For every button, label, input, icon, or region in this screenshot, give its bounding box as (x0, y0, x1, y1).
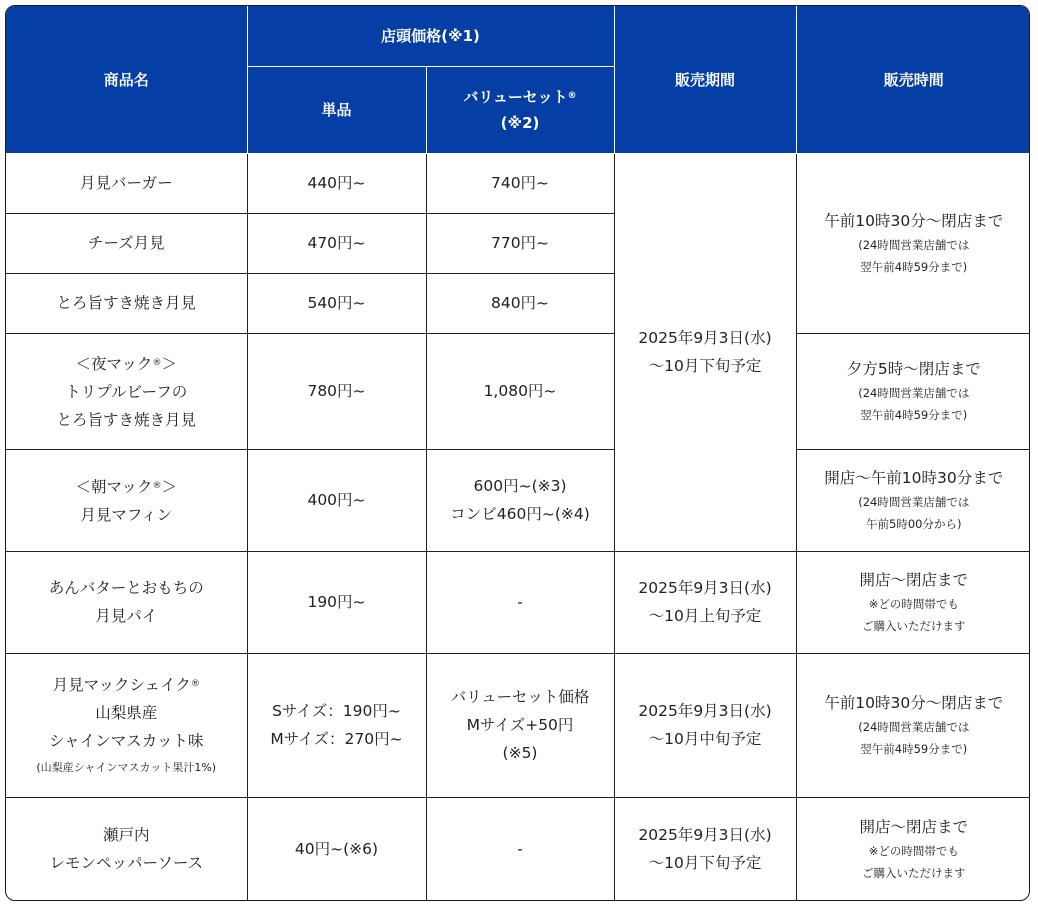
name-line: ＜夜マック (75, 354, 153, 373)
set-price: - (426, 551, 614, 653)
set-line: コンビ460円~(※4) (450, 505, 590, 523)
name-line: 瀬戸内 (102, 825, 150, 844)
price-line: Sサイズ：190円~ (272, 702, 401, 720)
time-note: 翌午前4時59分まで) (860, 408, 968, 422)
product-name (6, 449, 247, 551)
table-row (6, 551, 1030, 653)
single-price: 540円~ (247, 273, 426, 333)
single-price: 190円~ (247, 551, 426, 653)
sales-time (796, 653, 1030, 797)
product-name: 月見バーガー (6, 153, 247, 213)
product-name: とろ旨すき焼き月見 (6, 273, 247, 333)
price-table (6, 6, 1030, 900)
time-note: (24時間営業店舗では (858, 238, 970, 252)
name-line: 月見マフィン (80, 505, 173, 524)
sales-period (614, 653, 796, 797)
period-end: 〜10月下旬予定 (648, 853, 762, 872)
value-set-label: バリューセット (463, 88, 568, 106)
period-end: 〜10月中旬予定 (648, 730, 762, 748)
time-note: ご購入いただけます (862, 865, 966, 880)
sales-time (796, 449, 1030, 551)
period-end: 〜10月下旬予定 (648, 357, 762, 375)
time-main: 午前10時30分〜閉店まで (824, 694, 1004, 712)
price-table-container (5, 5, 1030, 901)
table-row (6, 653, 1030, 797)
name-line: トリプルビーフの (65, 382, 188, 401)
sales-period (614, 153, 796, 551)
time-main: 開店〜閉店まで (859, 571, 969, 589)
name-line: ＞ (161, 477, 177, 496)
registered-mark: ® (152, 480, 162, 491)
sales-time (796, 153, 1030, 333)
sales-time (796, 333, 1030, 449)
registered-mark: ® (152, 357, 162, 368)
sales-period (614, 797, 796, 900)
single-price: 780円~ (247, 333, 426, 449)
period-date: 2025年9月3日(水) (638, 825, 772, 844)
set-price (426, 653, 614, 797)
name-line: ＞ (161, 354, 177, 373)
time-note: (24時間営業店舗では (858, 720, 970, 734)
price-line: Mサイズ：270円~ (270, 730, 403, 748)
single-price: 400円~ (247, 449, 426, 551)
set-price: 770円~ (426, 213, 614, 273)
table-row (6, 333, 1030, 449)
value-set-note: (※2) (500, 114, 540, 132)
product-name (6, 551, 247, 653)
time-note: (24時間営業店舗では (858, 495, 970, 509)
time-note: ご購入いただけます (862, 619, 966, 633)
single-price: 470円~ (247, 213, 426, 273)
single-price (247, 653, 426, 797)
set-line: 600円~(※3) (473, 477, 567, 495)
header-sales-time: 販売時間 (796, 6, 1030, 153)
single-price: 440円~ (247, 153, 426, 213)
time-main: 開店〜午前10時30分まで (824, 469, 1004, 487)
header-store-price: 店頭価格(※1) (247, 6, 614, 66)
product-name (6, 797, 247, 900)
set-price: - (426, 797, 614, 900)
product-name (6, 653, 247, 797)
name-note: (山梨産シャインマスカット果汁1%) (36, 760, 217, 774)
name-line: レモンペッパーソース (49, 853, 204, 872)
name-line: ＜朝マック (75, 477, 153, 496)
period-date: 2025年9月3日(水) (638, 579, 772, 597)
header-product-name: 商品名 (6, 6, 247, 153)
table-row (6, 449, 1030, 551)
time-note: 翌午前4時59分まで) (860, 260, 968, 274)
set-price (426, 449, 614, 551)
time-note: ※どの時間帯でも (868, 597, 959, 611)
time-main: 夕方5時〜閉店まで (846, 360, 981, 378)
time-main: 午前10時30分〜閉店まで (824, 212, 1004, 230)
set-price: 740円~ (426, 153, 614, 213)
set-line: (※5) (502, 744, 538, 762)
name-line: 山梨県産 (95, 703, 158, 722)
product-name: チーズ月見 (6, 213, 247, 273)
name-line: 月見パイ (95, 607, 158, 625)
period-end: 〜10月上旬予定 (648, 607, 762, 625)
period-date: 2025年9月3日(水) (638, 702, 772, 720)
single-price: 40円~(※6) (247, 797, 426, 900)
set-price: 1,080円~ (426, 333, 614, 449)
time-main: 開店〜閉店まで (859, 817, 969, 836)
name-line: シャインマスカット味 (48, 731, 204, 750)
name-line: 月見マックシェイク (52, 675, 191, 694)
time-note: (24時間営業店舗では (858, 386, 970, 400)
name-line: あんバターとおもちの (48, 579, 204, 597)
name-line: とろ旨すき焼き月見 (56, 410, 196, 429)
header-single: 単品 (247, 66, 426, 153)
sales-time (796, 797, 1030, 900)
set-line: バリューセット価格 (450, 688, 590, 706)
table-row (6, 797, 1030, 900)
product-name (6, 333, 247, 449)
time-note: 午前5時00分から) (866, 517, 962, 531)
time-note: 翌午前4時59分まで) (860, 742, 968, 756)
period-date: 2025年9月3日(水) (638, 329, 772, 347)
sales-period (614, 551, 796, 653)
set-line: Mサイズ+50円 (466, 716, 574, 734)
set-price: 840円~ (426, 273, 614, 333)
time-note: ※どの時間帯でも (868, 843, 959, 858)
registered-mark: ® (567, 91, 577, 101)
header-sales-period: 販売期間 (614, 6, 796, 153)
header-value-set (426, 66, 614, 153)
sales-time (796, 551, 1030, 653)
registered-mark: ® (190, 678, 200, 689)
table-row (6, 153, 1030, 213)
header-row (6, 6, 1030, 66)
